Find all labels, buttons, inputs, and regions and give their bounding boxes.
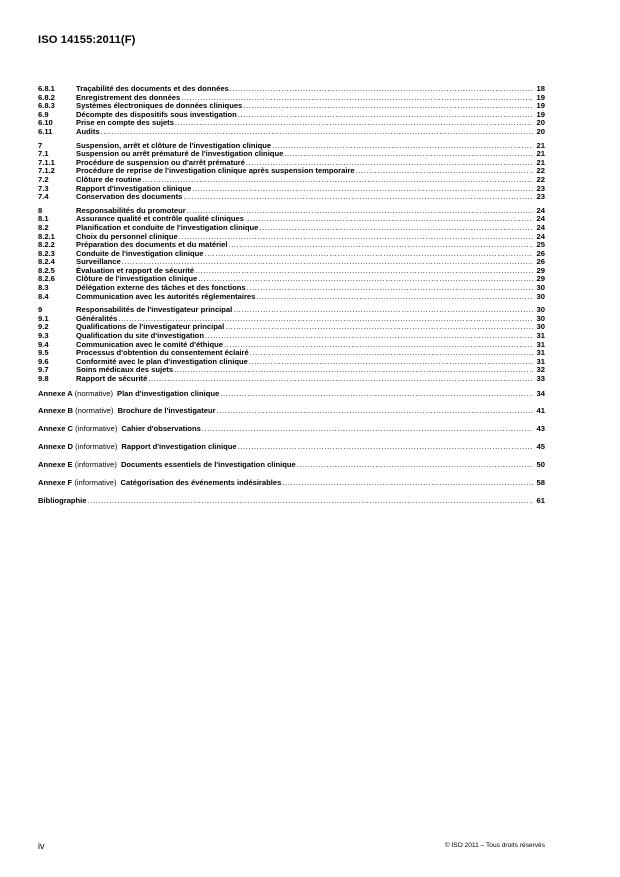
toc-entry-page: 23: [536, 192, 545, 202]
annex-letter: Annexe D: [38, 442, 74, 452]
toc-entry-page: 19: [536, 101, 545, 111]
toc-entry-number: 9.5: [38, 348, 49, 358]
toc-dot-leader: [284, 150, 533, 159]
toc-entry-title: Plan d'investigation clinique: [117, 388, 220, 398]
toc-entry-title: Soins médicaux des sujets: [76, 365, 174, 375]
toc-entry-title: Décompte des dispositifs sous investigation: [76, 109, 237, 119]
toc-annex-entry[interactable]: [38, 406, 545, 415]
table-of-contents: [38, 85, 545, 514]
toc-dot-leader: [220, 389, 533, 398]
toc-entry-page: 58: [536, 478, 545, 488]
toc-entry-number: 8.2.2: [38, 240, 55, 250]
toc-entry-page: 31: [536, 356, 545, 366]
toc-entry-number: 7.4: [38, 192, 49, 202]
toc-entry-title: Conformité avec le plan d'investigation clinique: [76, 356, 248, 366]
toc-entry-title: Enregistrement des données: [76, 92, 181, 102]
toc-entry-title: Rapport d'investigation clinique: [121, 442, 237, 452]
toc-entry-page: 24: [536, 231, 545, 241]
toc-entry-number: 9: [38, 305, 43, 315]
toc-entry-number: 6.10: [38, 118, 53, 128]
toc-entry-title: Généralités: [76, 313, 118, 323]
toc-dot-leader: [247, 284, 533, 293]
toc-entry-title: Planification et conduite de l'investigation clinique: [76, 222, 259, 232]
annex-letter: Annexe F: [38, 478, 73, 488]
toc-entry-number: 8: [38, 205, 43, 215]
toc-dot-leader: [183, 193, 533, 202]
toc-dot-leader: [297, 460, 533, 469]
toc-entry-page: 24: [536, 214, 545, 224]
toc-dot-leader: [229, 241, 534, 250]
annex-kind: (informative): [74, 478, 117, 488]
toc-entry-page: 31: [536, 339, 545, 349]
toc-annex-entry[interactable]: [38, 389, 545, 398]
toc-entry-page: 29: [536, 274, 545, 284]
toc-entry-title: Clôture de routine: [76, 174, 142, 184]
annex-kind: (informative): [74, 460, 117, 470]
toc-entry-title: Documents essentiels de l'investigation clinique: [120, 460, 296, 470]
toc-entry-number: 9.7: [38, 365, 49, 375]
annex-kind: (informative): [75, 424, 118, 434]
toc-entry-page: 24: [536, 205, 545, 215]
toc-entry-title: Bibliographie: [38, 495, 87, 505]
toc-dot-leader: [272, 142, 533, 151]
toc-entry-number: 8.2.1: [38, 231, 55, 241]
toc-entry-page: 61: [536, 495, 545, 505]
toc-dot-leader: [175, 119, 533, 128]
toc-entry[interactable]: [38, 193, 545, 202]
toc-entry-number: 6.11: [38, 126, 53, 136]
toc-entry-page: 26: [536, 248, 545, 258]
toc-entry[interactable]: [38, 128, 545, 137]
toc-entry[interactable]: [38, 119, 545, 128]
toc-entry[interactable]: [38, 293, 545, 302]
toc-dot-leader: [243, 102, 533, 111]
toc-entry-number: 6.8.2: [38, 92, 55, 102]
toc-entry-page: 20: [536, 126, 545, 136]
toc-entry-number: 7: [38, 140, 43, 150]
toc-entry-page: 21: [536, 157, 545, 167]
toc-entry-title: Traçabilité des documents et des données: [76, 84, 229, 93]
toc-entry-page: 32: [536, 365, 545, 375]
toc-entry-page: 21: [536, 140, 545, 150]
toc-entry-title: Responsabilités du promoteur: [76, 205, 186, 215]
toc-annex-entry[interactable]: [38, 460, 545, 469]
toc-annex-entry[interactable]: [38, 424, 545, 433]
toc-entry-number: 7.3: [38, 183, 49, 193]
copyright-notice: © ISO 2011 – Tous droits réservés: [444, 842, 545, 849]
toc-entry-page: 29: [536, 265, 545, 275]
toc-dot-leader: [238, 442, 533, 451]
toc-entry-title: Évaluation et rapport de sécurité: [76, 265, 195, 275]
toc-entry-number: 8.2.6: [38, 274, 55, 284]
toc-entry-page: 45: [536, 442, 545, 452]
toc-entry-page: 26: [536, 257, 545, 267]
toc-entry-title: Brochure de l'investigateur: [117, 406, 216, 416]
toc-entry-number: 8.3: [38, 283, 49, 293]
toc-dot-leader: [142, 176, 533, 185]
toc-entry-number: 7.2: [38, 174, 49, 184]
toc-entry-title: Clôture de l'investigation clinique: [76, 274, 198, 284]
toc-entry-title: Qualification du site d'investigation: [76, 331, 204, 341]
toc-entry-number: 8.2.3: [38, 248, 55, 258]
toc-entry-title: Suspension, arrêt et clôture de l'investigation clinique: [76, 140, 272, 150]
toc-dot-leader: [259, 224, 533, 233]
toc-dot-leader: [224, 341, 533, 350]
toc-entry-page: 18: [536, 84, 545, 93]
toc-entry-number: 7.1.2: [38, 166, 55, 176]
toc-entry-page: 30: [536, 322, 545, 332]
toc-entry-title: Suspension ou arrêt prématuré de l'investigation clinique: [76, 149, 284, 159]
toc-dot-leader: [225, 323, 533, 332]
toc-entry-page: 33: [536, 374, 545, 383]
toc-entry-page: 31: [536, 331, 545, 341]
toc-annex-label: [38, 406, 114, 415]
toc-bibliography-entry[interactable]: [38, 496, 545, 505]
toc-dot-leader: [249, 358, 533, 367]
toc-dot-leader: [101, 128, 533, 137]
toc-section-group: [38, 85, 545, 137]
toc-dot-leader: [198, 275, 533, 284]
toc-entry-title: Cahier d'observations: [121, 424, 201, 434]
toc-entry-title: Responsabilités de l'investigateur principal: [76, 305, 233, 315]
toc-dot-leader: [217, 406, 533, 415]
toc-dot-leader: [174, 366, 533, 375]
toc-entry-number: 9.6: [38, 356, 49, 366]
toc-dot-leader: [192, 185, 533, 194]
toc-entry-page: 25: [536, 240, 545, 250]
toc-entry-title: Procédure de suspension ou d'arrêt prématuré: [76, 157, 245, 167]
toc-entry-page: 30: [536, 283, 545, 293]
toc-dot-leader: [245, 215, 533, 224]
toc-entry-page: 22: [536, 166, 545, 176]
toc-entry-page: 23: [536, 183, 545, 193]
toc-entry-number: 6.8.1: [38, 84, 55, 93]
annex-letter: Annexe C: [38, 424, 74, 434]
toc-annex-label: [38, 442, 117, 451]
toc-dot-leader: [233, 306, 533, 315]
toc-entry-number: 8.2: [38, 222, 49, 232]
toc-annex-entry[interactable]: [38, 442, 545, 451]
toc-entry-title: Surveillance: [76, 257, 121, 267]
toc-entry-number: 6.8.3: [38, 101, 55, 111]
toc-entry-title: Communication avec le comité d'éthique: [76, 339, 223, 349]
toc-entry-number: 8.4: [38, 291, 49, 301]
toc-section-group: [38, 306, 545, 383]
toc-entry-number: 8.2.5: [38, 265, 55, 275]
toc-dot-leader: [238, 111, 533, 120]
toc-entry-number: 9.8: [38, 374, 49, 383]
toc-entry-title: Délégation externe des tâches et des fonctions: [76, 283, 246, 293]
toc-entry-page: 31: [536, 348, 545, 358]
annex-kind: (normative): [74, 388, 113, 398]
toc-entry-title: Catégorisation des événements indésirables: [120, 478, 282, 488]
toc-entry-title: Prise en compte des sujets: [76, 118, 174, 128]
toc-entry-title: Conduite de l'investigation clinique: [76, 248, 204, 258]
toc-entry-page: 24: [536, 222, 545, 232]
toc-dot-leader: [356, 167, 533, 176]
toc-entry-title: Procédure de reprise de l'investigation clinique après suspension temporaire: [76, 166, 355, 176]
toc-dot-leader: [179, 233, 533, 242]
toc-entry-page: 30: [536, 291, 545, 301]
toc-annex-label: [38, 424, 117, 433]
toc-entry-page: 20: [536, 118, 545, 128]
toc-entry-page: 19: [536, 109, 545, 119]
toc-entry-title: Audits: [76, 126, 100, 136]
toc-entry-page: 19: [536, 92, 545, 102]
toc-entry-number: 9.4: [38, 339, 49, 349]
toc-dot-leader: [282, 478, 533, 487]
toc-entry-page: 41: [536, 406, 545, 416]
toc-entry-title: Processus d'obtention du consentement éclairé: [76, 348, 249, 358]
toc-annex-label: [38, 478, 117, 487]
toc-entry-page: 30: [536, 305, 545, 315]
toc-entry-number: 9.3: [38, 331, 49, 341]
toc-entry-page: 43: [536, 424, 545, 434]
page-number: iv: [38, 841, 45, 851]
toc-entry-page: 50: [536, 460, 545, 470]
toc-entry-title: Préparation des documents et du matériel: [76, 240, 228, 250]
toc-entry-number: 8.2.4: [38, 257, 55, 267]
toc-dot-leader: [230, 85, 533, 94]
toc-entry-title: Assurance qualité et contrôle qualité cliniques: [76, 214, 244, 224]
toc-dot-leader: [250, 349, 533, 358]
toc-entry-title: Qualifications de l'investigateur principal: [76, 322, 225, 332]
annex-letter: Annexe E: [38, 460, 73, 470]
toc-entry-number: 9.1: [38, 313, 49, 323]
toc-dot-leader: [195, 267, 533, 276]
toc-entry-page: 22: [536, 174, 545, 184]
toc-dot-leader: [148, 375, 533, 384]
annex-kind: (normative): [75, 406, 114, 416]
toc-entry-title: Choix du personnel clinique: [76, 231, 178, 241]
toc-dot-leader: [88, 496, 533, 505]
toc-entry-number: 6.9: [38, 109, 49, 119]
toc-entry-page: 30: [536, 313, 545, 323]
toc-section-group: [38, 207, 545, 302]
toc-annex-label: [38, 460, 117, 469]
toc-entry-title: Rapport d'investigation clinique: [76, 183, 192, 193]
toc-dot-leader: [256, 293, 533, 302]
document-header: ISO 14155:2011(F): [38, 34, 136, 46]
toc-dot-leader: [202, 424, 533, 433]
toc-entry-number: 7.1.1: [38, 157, 55, 167]
annex-letter: Annexe A: [38, 388, 73, 398]
toc-annex-entry[interactable]: [38, 478, 545, 487]
toc-entry-page: 21: [536, 149, 545, 159]
toc-dot-leader: [205, 250, 533, 259]
toc-dot-leader: [205, 332, 533, 341]
toc-entry-title: Rapport de sécurité: [76, 374, 148, 383]
annex-kind: (informative): [75, 442, 118, 452]
toc-entry-number: 7.1: [38, 149, 49, 159]
toc-entry[interactable]: [38, 375, 545, 384]
toc-annex-label: [38, 389, 113, 398]
toc-entry-number: 8.1: [38, 214, 49, 224]
toc-entry-page: 34: [536, 388, 545, 398]
annex-letter: Annexe B: [38, 406, 74, 416]
toc-section-group: [38, 142, 545, 202]
toc-entry-title: Systèmes électroniques de données cliniques: [76, 101, 243, 111]
toc-entry-number: 9.2: [38, 322, 49, 332]
toc-entry-title: Communication avec les autorités réglementaires: [76, 291, 256, 301]
toc-entry-title: Conservation des documents: [76, 192, 183, 202]
